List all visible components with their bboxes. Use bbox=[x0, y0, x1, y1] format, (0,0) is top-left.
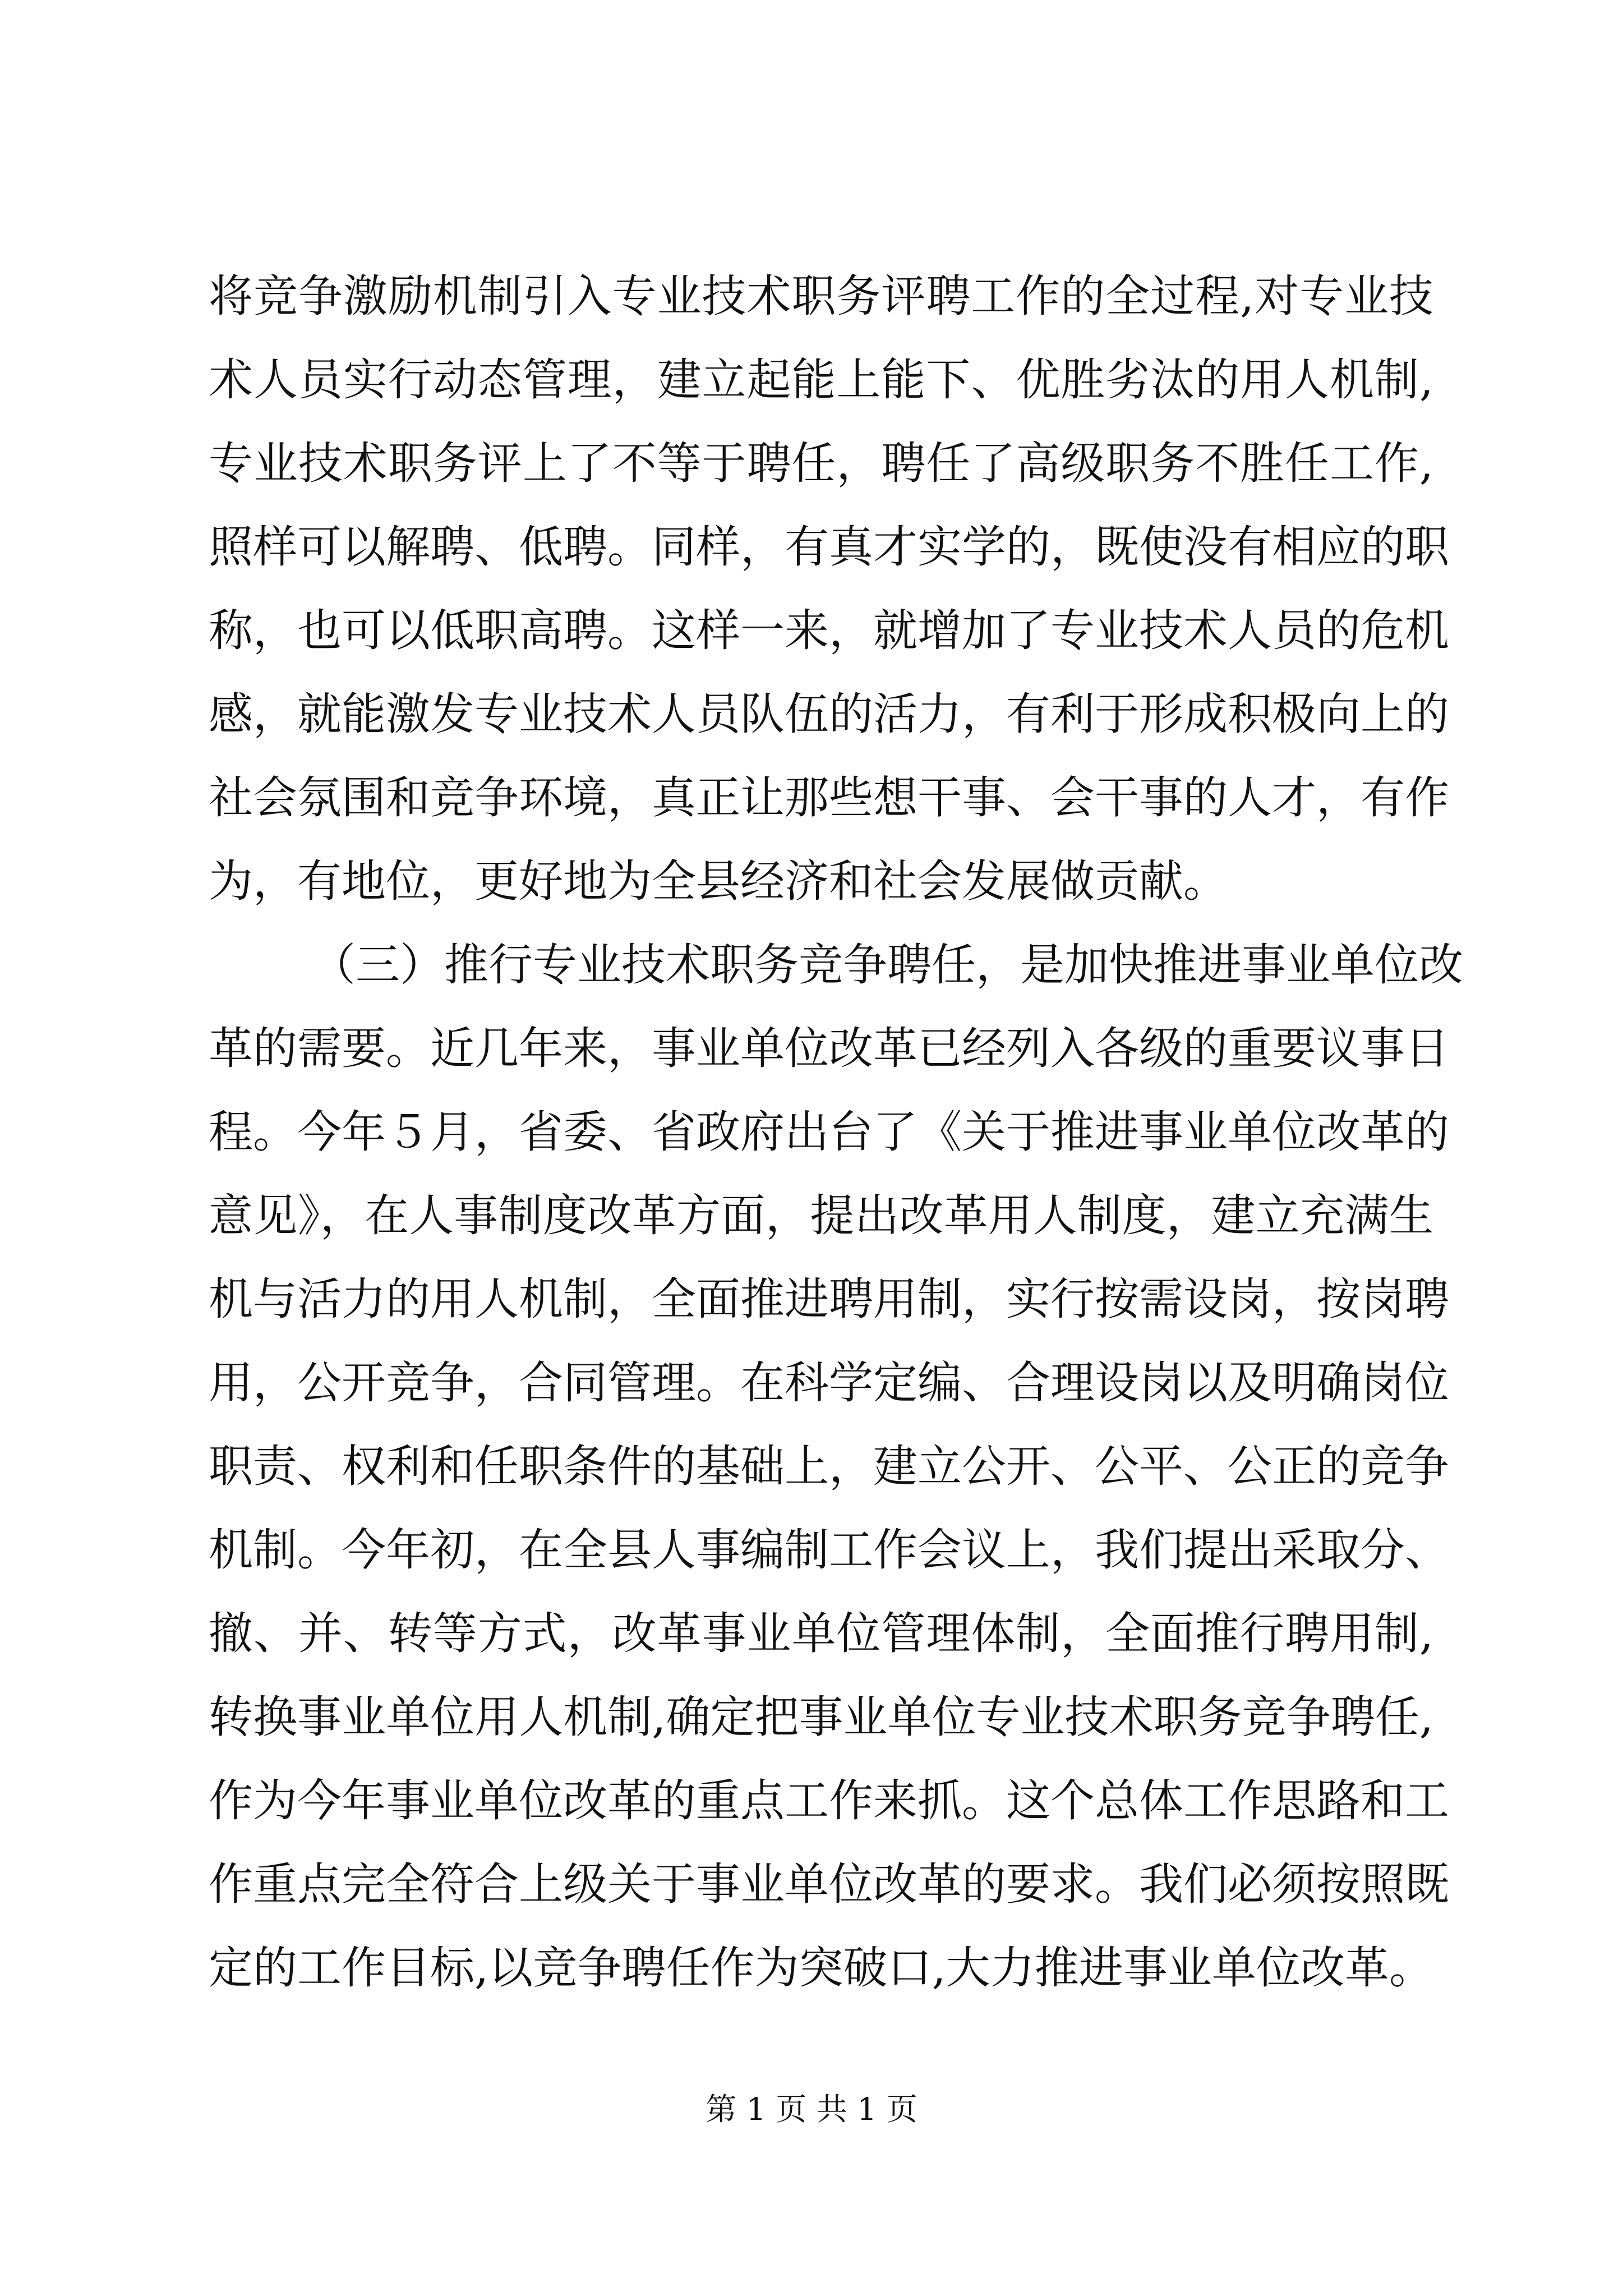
text-line: 感，就能激发专业技术人员队伍的活力，有利于形成积极向上的 bbox=[209, 688, 1449, 740]
text-line: 用，公开竞争，合同管理。在科学定编、合理设岗以及明确岗位 bbox=[209, 1357, 1449, 1409]
text-line: 专业技术职务评上了不等于聘任，聘任了高级职务不胜任工作, bbox=[209, 438, 1433, 489]
text-line: 程。今年５月，省委、省政府出台了《关于推进事业单位改革的 bbox=[209, 1106, 1449, 1158]
text-line: 术人员实行动态管理，建立起能上能下、优胜劣汰的用人机制, bbox=[209, 354, 1433, 406]
text-line: 转换事业单位用人机制,确定把事业单位专业技术职务竞争聘任, bbox=[209, 1691, 1433, 1743]
paragraph-first-line: （三）推行专业技术职务竞争聘任，是加快推进事业单位改 bbox=[311, 939, 1463, 991]
text-line: 撤、并、转等方式，改革事业单位管理体制，全面推行聘用制, bbox=[209, 1608, 1433, 1659]
text-line: 称，也可以低职高聘。这样一来，就增加了专业技术人员的危机 bbox=[209, 605, 1449, 656]
text-line: 革的需要。近几年来，事业单位改革已经列入各级的重要议事日 bbox=[209, 1023, 1449, 1074]
body-text bbox=[209, 255, 1463, 2010]
text-line: 将竞争激励机制引入专业技术职务评聘工作的全过程,对专业技 bbox=[209, 270, 1433, 322]
text-line: 作重点完全符合上级关于事业单位改革的要求。我们必须按照既 bbox=[209, 1858, 1449, 1910]
text-line: 职责、权利和任职条件的基础上，建立公开、公平、公正的竞争 bbox=[209, 1441, 1449, 1492]
text-line: 机制。今年初，在全县人事编制工作会议上，我们提出采取分、 bbox=[209, 1524, 1449, 1576]
text-line: 作为今年事业单位改革的重点工作来抓。这个总体工作思路和工 bbox=[209, 1775, 1449, 1826]
text-line: 社会氛围和竞争环境，真正让那些想干事、会干事的人才，有作 bbox=[209, 772, 1449, 823]
text-line: 定的工作目标,以竞争聘任作为突破口,大力推进事业单位改革。 bbox=[209, 1942, 1433, 1994]
text-line: 机与活力的用人机制，全面推进聘用制，实行按需设岗，按岗聘 bbox=[209, 1273, 1449, 1325]
page-footer: 第 1 页 共 1 页 bbox=[706, 2091, 917, 2127]
text-line: 为，有地位，更好地为全县经济和社会发展做贡献。 bbox=[209, 855, 1228, 907]
text-line: 照样可以解聘、低聘。同样，有真才实学的，既使没有相应的职 bbox=[209, 521, 1449, 573]
text-line: 意见》，在人事制度改革方面，提出改革用人制度，建立充满生 bbox=[209, 1190, 1433, 1241]
